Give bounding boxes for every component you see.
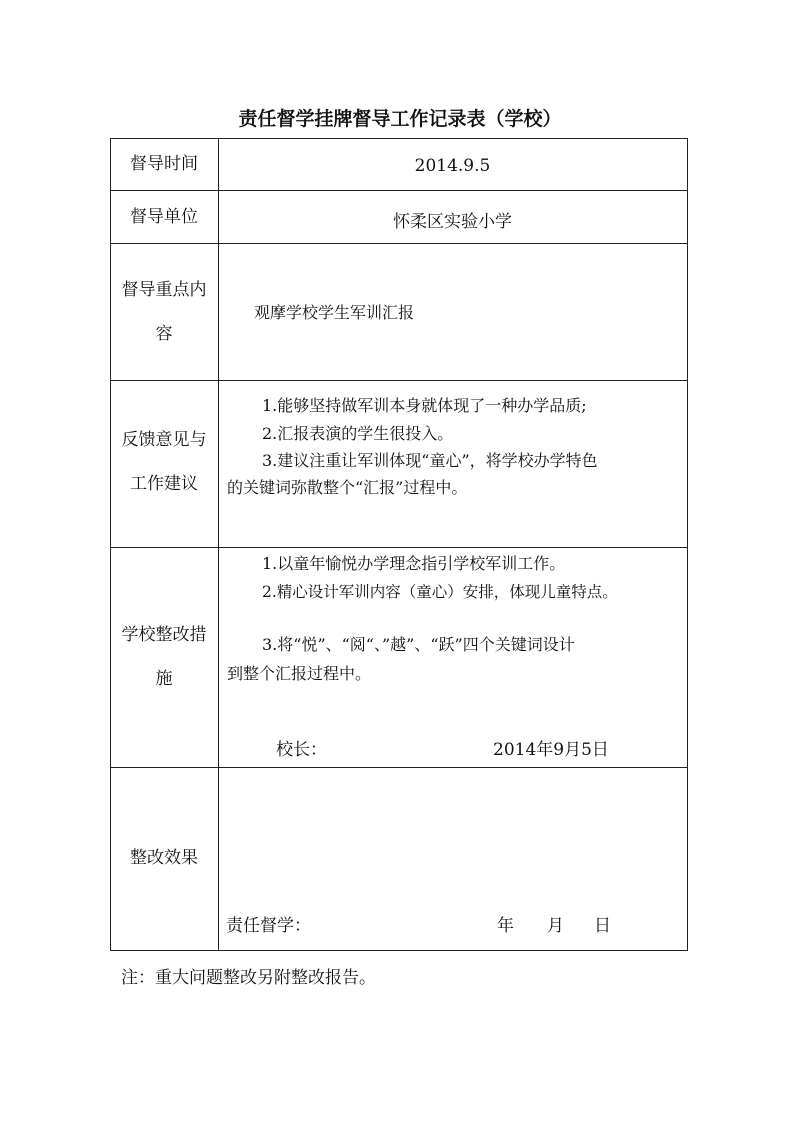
feedback-label-line1: 反馈意见与 (121, 430, 207, 450)
table-border-right (687, 138, 688, 951)
measures-label (110, 613, 218, 701)
measures-line: 3.将“悦”、“阅“、”越”、“跃”四个关键词设计 (262, 635, 575, 654)
unit-value: 怀柔区实验小学 (393, 212, 512, 232)
measures-line: 1.以童年愉悦办学理念指引学校军训工作。 (262, 554, 566, 573)
focus-label (110, 268, 218, 356)
feedback-label (110, 418, 218, 506)
effect-month: 月 (547, 916, 564, 936)
table-border-bottom (110, 950, 688, 951)
feedback-line: 的关键词弥散整个“汇报”过程中。 (227, 478, 468, 497)
feedback-label-line2: 工作建议 (130, 474, 198, 494)
time-value: 2014.9.5 (414, 156, 491, 176)
focus-label-line2: 容 (155, 324, 173, 344)
measures-label-line2: 施 (155, 669, 173, 689)
feedback-line: 3.建议注重让军训体现“童心”，将学校办学特色 (262, 451, 598, 470)
measures-line: 到整个汇报过程中。 (227, 664, 372, 683)
principal-date: 2014年9月5日 (493, 740, 609, 760)
effect-label: 整改效果 (130, 848, 198, 868)
row-divider (110, 767, 688, 768)
footnote: 注：重大问题整改另附整改报告。 (121, 968, 376, 988)
effect-year: 年 (497, 916, 514, 936)
row-divider (110, 380, 688, 381)
focus-label-line1: 督导重点内 (121, 280, 207, 300)
row-divider (110, 547, 688, 548)
table-border-left (110, 138, 111, 951)
focus-value: 观摩学校学生军训汇报 (254, 303, 415, 322)
measures-line: 2.精心设计军训内容（童心）安排，体现儿童特点。 (262, 583, 618, 601)
principal-label: 校长： (276, 740, 327, 760)
effect-day: 日 (594, 916, 611, 936)
measures-label-line1: 学校整改措 (121, 625, 207, 645)
supervisor-label: 责任督学： (226, 916, 311, 936)
feedback-line: 2.汇报表演的学生很投入。 (262, 424, 454, 443)
column-divider (218, 138, 219, 951)
unit-label: 督导单位 (130, 207, 198, 227)
row-divider (110, 190, 688, 191)
row-divider (110, 243, 688, 244)
document-title: 责任督学挂牌督导工作记录表（学校） (238, 108, 562, 130)
feedback-line: 1.能够坚持做军训本身就体现了一种办学品质; (262, 396, 587, 415)
table-border-top (110, 138, 688, 139)
time-label: 督导时间 (130, 154, 198, 174)
